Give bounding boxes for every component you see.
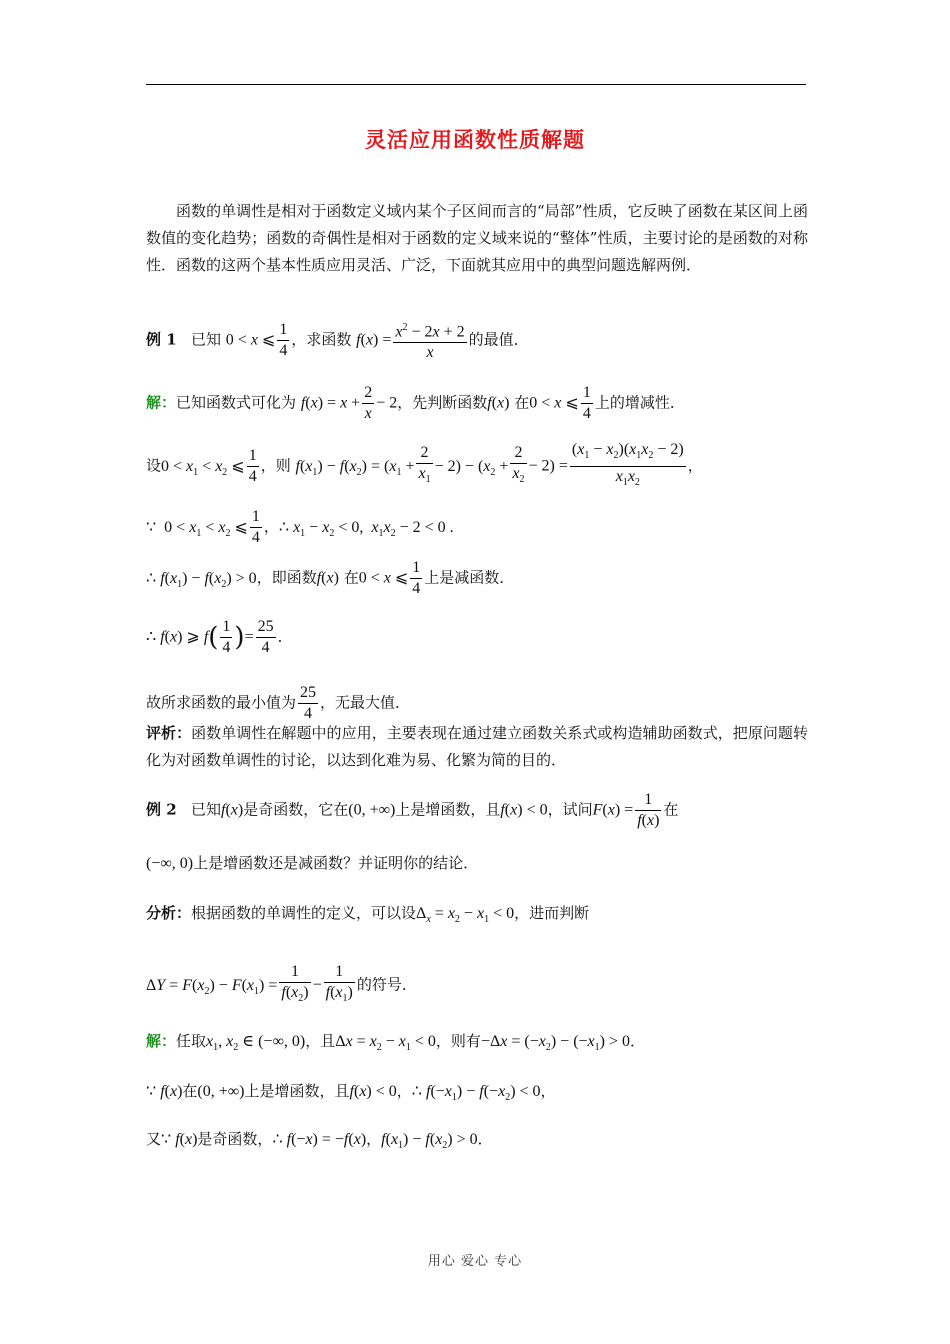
analysis-text-b: ，进而判断 [514,904,590,922]
solution-2-text-d: ． [630,1032,646,1050]
therefore-2-text-a: ． [277,627,293,646]
solution-1-text-a: 已知函数式可化为 [176,393,297,412]
solution-1-text-d: 上的增减性． [594,393,685,412]
therefore-1-text-a: ，即函数 [256,568,317,587]
since-2-text-b: 上是增函数，且 [244,1082,350,1100]
example-2-cont: (−∞, 0)上是增函数还是减函数？并证明你的结论． [146,854,479,872]
solution-2: 解：任取$x_1$, $x_2$ ∈ (−∞, 0)，且$\Delta x = x_2 - x_1 < 0$，则有$-\Delta x = (-x_2) - (-x_1) > 0$． [146,1032,646,1054]
solution-2-label: 解： [146,1032,177,1050]
therefore-line-1: ∴ $f(x_1) - f(x_2) > 0$，即函数f(x) 在0 < x ⩽ $\frac{1}{4}$ 上是减函数． [146,559,515,597]
example-2-text-e: 在 [663,800,679,819]
page-title: 灵活应用函数性质解题 [365,128,585,152]
solution-1-text-b: ，先判断函数 [397,393,488,412]
example-1-text-b: ，求函数 [291,330,352,349]
example-1: 例 1 已知 0 < x ⩽ $\frac{1}{4}$ ，求函数 f(x) = $\frac{x^2 - 2x + 2}{x}$ 的最值． [146,321,529,362]
analysis-text-a: 根据函数的单调性的定义，可以设 [191,904,417,922]
example-2-text-c: 上是增函数，且 [395,800,501,819]
solution-2-text-a: 任取 [176,1032,207,1050]
header-rule [146,84,806,85]
review-paragraph [146,720,808,774]
analysis: 分析：根据函数的单调性的定义，可以设$\Delta_x = x_2 - x_1 < 0$，进而判断 [146,904,590,926]
also-line: 又∵ f(x)是奇函数，∴ f(−x) = −f(x)，$f(x_1) - f(x_2) > 0$． [146,1130,493,1152]
solution-1: 解：已知函数式可化为 f(x) = x + $\frac{2}{x}$ − 2，先判断函数f(x) 在0 < x ⩽ $\frac{1}{4}$ 上的增减性． [146,384,685,422]
since-1-text-a: ， [263,517,279,536]
example-2-text-a: 已知 [190,800,221,819]
page-footer: 用心 爱心 专心 [427,1254,523,1269]
example-2-text-f: 上是增函数还是减函数？并证明你的结论． [193,854,479,872]
also-text-c: ， [366,1130,382,1148]
example-2-label: 例 2 [146,800,177,819]
analysis-text-c: 的符号． [356,975,417,994]
solution-1-text-c: 在 [514,393,530,412]
also-text-b: 是奇函数， [197,1130,273,1148]
review-label: 评析： [146,724,192,742]
solution-1-label: 解： [146,393,177,412]
therefore-line-2: ∴ f(x) ⩾ f( $\frac{1}{4}$ )= $\frac{25}{4}$ ． [146,618,293,656]
example-2: 例 2 已知f(x)是奇函数，它在(0, +∞)上是增函数，且f(x) < 0，试问F(x) = $\frac{1}{f(x)}$ 在 [146,791,679,829]
since-line-1: ∵ $0 < x_1 < x_2$ ⩽ $\frac{1}{4}$ ，∴ $x_1 - x_2 < 0$, $x_1x_2 - 2 < 0$ . [146,508,454,546]
intro-paragraph: 函数的单调性是相对于函数定义域内某个子区间而言的“局部”性质，它反映了函数在某区间上函数值的变化趋势；函数的奇偶性是相对于函数的定义域来说的“整体”性质，主要讨论的是函数的对称性．函数的这两个基本性质应用灵活、广泛，下面就其应用中的典型问题选解两例． [146,202,808,274]
setup-text-b: ，则 [260,456,291,475]
therefore-1-text-b: 在 [343,568,359,587]
solution-2-text-c: ，则有 [435,1032,481,1050]
review-text: 函数单调性在解题中的应用，主要表现在通过建立函数关系式或构造辅助函数式，把原问题转化为对函数单调性的讨论，以达到化难为易、化繁为简的目的． [146,724,808,769]
also-text-d: ． [477,1130,493,1148]
conclusion-1-text-a: 故所求函数的最小值为 [146,693,297,712]
since-2-text-c: ， [396,1082,412,1100]
conclusion-1-text-b: ，无最大值． [320,693,411,712]
since-2-text-d: ， [540,1082,556,1100]
example-1-label: 例 1 [146,330,177,349]
example-1-text-a: 已知 [190,330,221,349]
analysis-label: 分析： [146,904,192,922]
setup-text-a: 设 [146,456,162,475]
since-2-text-a: 在 [182,1082,198,1100]
solution-2-text-b: ，且 [305,1032,336,1050]
example-1-text-c: 的最值． [468,330,529,349]
example-2-text-b: 是奇函数，它在 [243,800,349,819]
therefore-1-text-c: 上是减函数． [424,568,515,587]
also-text-a: 又 [146,1130,162,1148]
setup-line: 设$0 < x_1 < x_2$ ⩽ $\frac{1}{4}$ ，则 $f(x_1) - f(x_2) = (x_1$ + $\frac{2}{x_1}$ − $2) - (x_2$ + $\frac{2}{x_2}$ − 2) = $\frac{(x_1 - x_2)(x_1x_2 - 2)}{x_1x_2}$ ， [146,440,703,493]
setup-text-c: ， [687,456,703,475]
analysis-formula: $\Delta Y = F(x_2) - F(x_1)$ = $\frac{1}{f(x_2)}$ − $\frac{1}{f(x_1)}$ 的符号． [146,962,417,1009]
since-line-2: ∵ f(x)在(0, +∞)上是增函数，且f(x) < 0，∴ $f(-x_1) - f(-x_2) < 0$， [146,1082,556,1104]
conclusion-1: 故所求函数的最小值为 $\frac{25}{4}$ ，无最大值． [146,684,411,722]
example-2-text-d: ，试问 [547,800,593,819]
